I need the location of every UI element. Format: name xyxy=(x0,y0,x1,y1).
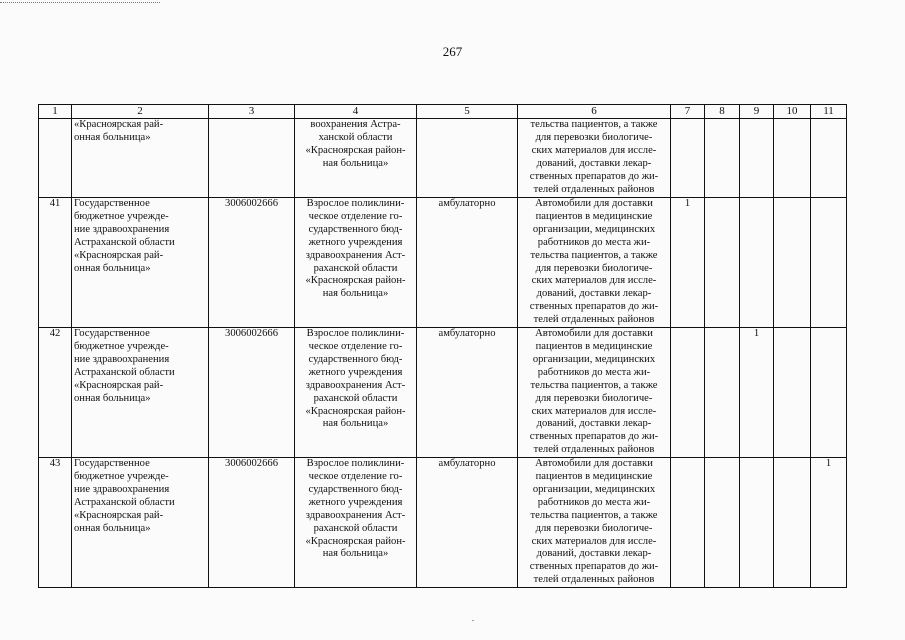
organization-cell xyxy=(72,458,209,588)
description-text: Автомобили для доставки пациентов в медицинские организации, медицинских работников до места жи- тельства пациентов, а также для перевозки биологиче- ских материалов для иссле- дований, доставки лекар- ственных препаратов до жи- телей отдаленных районов xyxy=(529,458,659,586)
organization-cell xyxy=(72,328,209,458)
department-text: Взрослое поликлини- ческое отделение го- сударственного бюд- жетного учреждения здравоохранения Аст- раханской области «Красноярская район- ная больница» xyxy=(305,198,406,300)
count-cell-7 xyxy=(671,119,705,198)
description-cell xyxy=(518,119,671,198)
count-cell-10 xyxy=(774,119,811,198)
count-cell-10 xyxy=(774,328,811,458)
count-cell-10 xyxy=(774,458,811,588)
count-cell-8 xyxy=(705,458,740,588)
column-header: 1 xyxy=(39,105,72,119)
organization-text: «Красноярская рай- онная больница» xyxy=(74,119,164,143)
count-cell-9 xyxy=(740,458,774,588)
column-header: 10 xyxy=(774,105,811,119)
column-header: 7 xyxy=(671,105,705,119)
row-number-cell: 43 xyxy=(39,458,72,588)
row-number-cell xyxy=(39,119,72,198)
column-header: 5 xyxy=(417,105,518,119)
department-cell xyxy=(295,119,417,198)
care-type-cell xyxy=(417,119,518,198)
code-cell: 3006002666 xyxy=(209,198,295,328)
care-type-cell: амбулаторно xyxy=(417,458,518,588)
table-row xyxy=(39,328,847,458)
count-cell-11 xyxy=(811,198,847,328)
organization-cell xyxy=(72,198,209,328)
care-type-cell: амбулаторно xyxy=(417,198,518,328)
count-cell-11: 1 xyxy=(811,458,847,588)
description-text: тельства пациентов, а также для перевозки биологиче- ских материалов для иссле- дований, доставки лекар- ственных препаратов до жи- телей отдаленных районов xyxy=(529,119,659,195)
organization-cell xyxy=(72,119,209,198)
organization-text: Государственное бюджетное учрежде- ние здравоохранения Астраханской области «Красноярская рай- онная больница» xyxy=(74,328,175,404)
count-cell-7 xyxy=(671,328,705,458)
table-header-row xyxy=(39,105,847,119)
department-cell xyxy=(295,328,417,458)
register-table xyxy=(38,104,847,588)
care-type-cell: амбулаторно xyxy=(417,328,518,458)
department-text: воохранения Астра- ханской области «Красноярская район- ная больница» xyxy=(305,119,406,169)
department-text: Взрослое поликлини- ческое отделение го- сударственного бюд- жетного учреждения здравоохранения Аст- раханской области «Красноярская район- ная больница» xyxy=(305,328,406,430)
description-cell xyxy=(518,328,671,458)
code-cell xyxy=(209,119,295,198)
top-dotted-rule xyxy=(0,2,160,3)
description-text: Автомобили для доставки пациентов в медицинские организации, медицинских работников до места жи- тельства пациентов, а также для перевозки биологиче- ских материалов для иссле- дований, доставки лекар- ственных препаратов до жи- телей отдаленных районов xyxy=(529,198,659,326)
column-header: 11 xyxy=(811,105,847,119)
table-row xyxy=(39,198,847,328)
column-header: 3 xyxy=(209,105,295,119)
column-header: 2 xyxy=(72,105,209,119)
department-text: Взрослое поликлини- ческое отделение го- сударственного бюд- жетного учреждения здравоохранения Аст- раханской области «Красноярская район- ная больница» xyxy=(305,458,406,560)
description-cell xyxy=(518,198,671,328)
count-cell-8 xyxy=(705,328,740,458)
column-header: 6 xyxy=(518,105,671,119)
count-cell-9 xyxy=(740,198,774,328)
count-cell-11 xyxy=(811,119,847,198)
column-header: 8 xyxy=(705,105,740,119)
count-cell-11 xyxy=(811,328,847,458)
description-text: Автомобили для доставки пациентов в медицинские организации, медицинских работников до места жи- тельства пациентов, а также для перевозки биологиче- ских материалов для иссле- дований, доставки лекар- ственных препаратов до жи- телей отдаленных районов xyxy=(529,328,659,456)
column-header: 9 xyxy=(740,105,774,119)
organization-text: Государственное бюджетное учрежде- ние здравоохранения Астраханской области «Красноярская рай- онная больница» xyxy=(74,198,175,274)
count-cell-7 xyxy=(671,458,705,588)
count-cell-8 xyxy=(705,119,740,198)
table-row xyxy=(39,458,847,588)
code-cell: 3006002666 xyxy=(209,328,295,458)
code-cell: 3006002666 xyxy=(209,458,295,588)
row-number-cell: 41 xyxy=(39,198,72,328)
count-cell-9 xyxy=(740,119,774,198)
table-row xyxy=(39,119,847,198)
scan-speck xyxy=(472,620,474,621)
count-cell-7: 1 xyxy=(671,198,705,328)
page-number: 267 xyxy=(442,44,463,59)
count-cell-9: 1 xyxy=(740,328,774,458)
organization-text: Государственное бюджетное учрежде- ние здравоохранения Астраханской области «Красноярская рай- онная больница» xyxy=(74,458,175,534)
column-header: 4 xyxy=(295,105,417,119)
department-cell xyxy=(295,458,417,588)
row-number-cell: 42 xyxy=(39,328,72,458)
department-cell xyxy=(295,198,417,328)
count-cell-10 xyxy=(774,198,811,328)
count-cell-8 xyxy=(705,198,740,328)
description-cell xyxy=(518,458,671,588)
